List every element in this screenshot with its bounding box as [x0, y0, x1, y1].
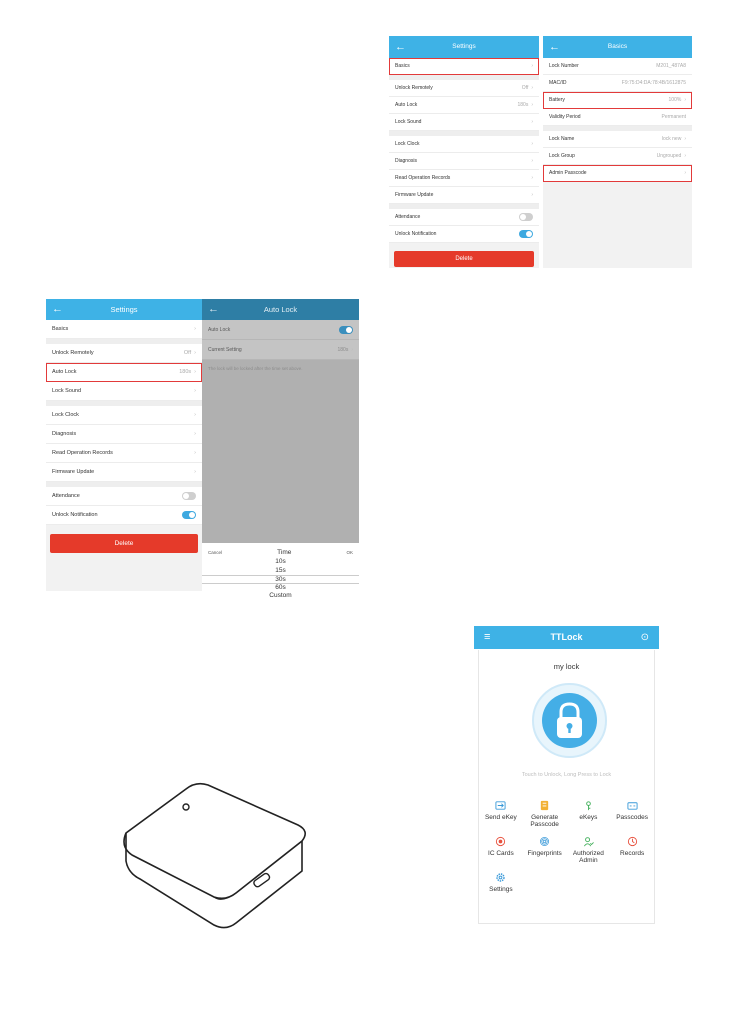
row-basics[interactable]: Basics › — [389, 58, 539, 75]
fingerprints-button[interactable]: Fingerprints — [523, 836, 567, 864]
row-lock-group[interactable]: Lock Group Ungrouped › — [543, 148, 692, 165]
row-auto-lock[interactable]: Auto Lock 180s › — [389, 97, 539, 114]
row-attendance: Attendance — [46, 487, 202, 506]
row-lock-sound[interactable]: Lock Sound › — [46, 382, 202, 401]
settings-header — [389, 36, 539, 58]
picker-option-selected[interactable]: 30s — [202, 575, 359, 584]
settings-title: Settings — [110, 305, 138, 314]
row-read-records[interactable]: Read Operation Records › — [389, 170, 539, 187]
chevron-right-icon: › — [194, 431, 196, 437]
chevron-right-icon: › — [194, 412, 196, 418]
chevron-right-icon: › — [531, 158, 533, 164]
chevron-right-icon: › — [531, 63, 533, 69]
unlock-ring[interactable] — [532, 683, 607, 758]
chevron-right-icon: › — [684, 153, 686, 159]
row-diagnosis[interactable]: Diagnosis › — [389, 153, 539, 170]
chevron-right-icon: › — [194, 369, 196, 375]
row-unlock-notification: Unlock Notification — [46, 506, 202, 525]
chevron-right-icon: › — [194, 350, 196, 356]
row-lock-number: Lock Number M201_487A8 — [543, 58, 692, 75]
ic-card-icon — [495, 836, 506, 847]
authorized-admin-icon — [583, 836, 594, 847]
chevron-right-icon: › — [531, 175, 533, 181]
time-picker — [202, 543, 359, 615]
chevron-right-icon: › — [531, 102, 533, 108]
basics-title: Basics — [607, 43, 628, 50]
delete-button[interactable]: Delete — [394, 251, 534, 267]
settings-screen-top — [389, 36, 539, 268]
attendance-toggle[interactable] — [182, 492, 196, 500]
lock-name: my lock — [553, 662, 580, 671]
chevron-right-icon: › — [531, 192, 533, 198]
passcodes-button[interactable]: Passcodes — [610, 800, 654, 828]
chevron-right-icon: › — [684, 136, 686, 142]
records-button[interactable]: Records — [610, 836, 654, 864]
picker-option[interactable]: 60s — [275, 583, 286, 591]
authorized-admin-button[interactable]: Authorized Admin — [567, 836, 611, 864]
back-arrow-icon[interactable]: ← — [52, 303, 63, 315]
chevron-right-icon: › — [194, 469, 196, 475]
row-unlock-remotely[interactable]: Unlock Remotely Off › — [389, 80, 539, 97]
auto-lock-screen — [202, 299, 359, 615]
chevron-right-icon: › — [531, 141, 533, 147]
function-grid — [479, 800, 654, 893]
picker-cancel-button[interactable]: Cancel — [208, 550, 223, 555]
settings-icon — [495, 872, 506, 883]
chevron-right-icon: › — [531, 85, 533, 91]
passcode-generate-icon — [539, 800, 550, 811]
back-arrow-icon[interactable]: ← — [549, 41, 560, 53]
ekeys-icon — [583, 800, 594, 811]
padlock-icon — [542, 693, 597, 748]
chevron-right-icon: › — [194, 450, 196, 456]
scan-icon[interactable]: ⊙ — [640, 632, 649, 643]
back-arrow-icon[interactable]: ← — [208, 303, 219, 315]
row-firmware-update[interactable]: Firmware Update › — [389, 187, 539, 204]
chevron-right-icon: › — [194, 326, 196, 332]
row-mac-id: MAC/ID F9:75:D4:DA:78:4B/1612875 — [543, 75, 692, 92]
generate-passcode-button[interactable]: Generate Passcode — [523, 800, 567, 828]
settings-screen-middle — [46, 299, 202, 591]
gateway-device-illustration — [118, 775, 318, 935]
unlock-notification-toggle[interactable] — [182, 511, 196, 519]
row-read-records[interactable]: Read Operation Records › — [46, 444, 202, 463]
row-battery[interactable]: Battery 100% › — [543, 92, 692, 109]
passcodes-icon — [627, 800, 638, 811]
picker-option[interactable]: 10s — [275, 558, 286, 565]
chevron-right-icon: › — [194, 388, 196, 394]
app-title: TTLock — [550, 632, 583, 642]
ic-cards-button[interactable]: IC Cards — [479, 836, 523, 864]
menu-icon[interactable]: ≡ — [484, 631, 491, 643]
unlock-hint: Touch to Unlock, Long Press to Lock — [521, 772, 612, 778]
row-unlock-notification: Unlock Notification — [389, 226, 539, 243]
unlock-notification-toggle[interactable] — [519, 230, 533, 238]
picker-title: Time — [277, 549, 292, 556]
ekeys-button[interactable]: eKeys — [567, 800, 611, 828]
row-lock-clock[interactable]: Lock Clock › — [46, 406, 202, 425]
basics-header — [543, 36, 692, 58]
row-basics[interactable]: Basics › — [46, 320, 202, 339]
row-auto-lock-toggle: Auto Lock — [202, 320, 359, 340]
chevron-right-icon: › — [351, 346, 353, 353]
settings-button[interactable]: Settings — [479, 872, 523, 893]
row-admin-passcode[interactable]: Admin Passcode › — [543, 165, 692, 182]
delete-button[interactable]: Delete — [50, 534, 198, 553]
chevron-right-icon: › — [684, 97, 686, 103]
picker-option[interactable]: 15s — [275, 566, 286, 574]
auto-lock-header — [202, 299, 359, 320]
back-arrow-icon[interactable]: ← — [395, 41, 406, 53]
fingerprint-icon — [539, 836, 550, 847]
send-ekey-button[interactable]: Send eKey — [479, 800, 523, 828]
settings-header — [46, 299, 202, 320]
attendance-toggle[interactable] — [519, 213, 533, 221]
settings-title: Settings — [452, 43, 476, 50]
row-lock-name[interactable]: Lock Name lock new › — [543, 131, 692, 148]
picker-ok-button[interactable]: OK — [346, 550, 353, 555]
send-ekey-icon — [495, 800, 506, 811]
row-attendance: Attendance — [389, 209, 539, 226]
auto-lock-title: Auto Lock — [263, 305, 298, 314]
ttlock-home-screen — [474, 626, 659, 924]
row-diagnosis[interactable]: Diagnosis › — [46, 425, 202, 444]
row-lock-clock[interactable]: Lock Clock › — [389, 136, 539, 153]
basics-screen — [543, 36, 692, 268]
picker-option[interactable]: Custom — [269, 592, 292, 599]
home-header — [474, 626, 659, 649]
chevron-right-icon: › — [531, 119, 533, 125]
home-body — [478, 650, 655, 924]
auto-lock-hint: The lock will be locked after the time set above. — [208, 366, 303, 371]
chevron-right-icon: › — [684, 170, 686, 176]
auto-lock-toggle[interactable] — [339, 326, 353, 334]
row-auto-lock[interactable]: Auto Lock 180s › — [46, 363, 202, 382]
row-unlock-remotely[interactable]: Unlock Remotely Off › — [46, 344, 202, 363]
row-lock-sound[interactable]: Lock Sound › — [389, 114, 539, 131]
row-validity: Validity Period Permanent — [543, 109, 692, 126]
row-current-setting[interactable]: Current Setting 180s › — [202, 340, 359, 360]
records-icon — [627, 836, 638, 847]
row-firmware-update[interactable]: Firmware Update › — [46, 463, 202, 482]
